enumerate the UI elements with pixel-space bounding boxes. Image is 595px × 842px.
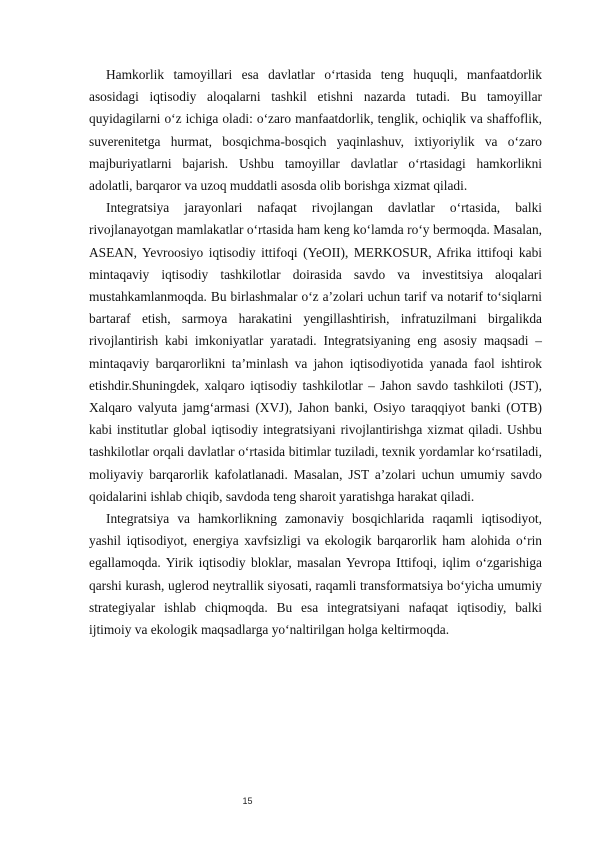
page-number-footer [0,796,595,806]
paragraph-modern-stages: Integratsiya va hamkorlikning zamonaviy bosqichlarida raqamli iqtisodiyot, yashil iqtisodiyot, energiya xavfsizligi va ekologik barqarorlik ham alohida o‘rin egallamoqda. Yirik iqtisodiy bloklar, masalan Yevropa Ittifoqi, iqlim o‘zgarishiga qarshi kurash, uglerod neytrallik siyosati, raqamli transformatsiya bo‘yicha umumiy strategiyalar ishlab chiqmoqda. Bu esa integratsiyani nafaqat iqtisodiy, balki ijtimoiy va ekologik maqsadlarga yo‘naltirilgan holga keltirmoqda. [89,511,542,638]
paragraph-integration-processes: Integratsiya jarayonlari nafaqat rivojlangan davlatlar o‘rtasida, balki rivojlanayotgan mamlakatlar o‘rtasida ham keng ko‘lamda ro‘y bermoqda. Masalan, ASEAN, Yevroosiyo iqtisodiy ittifoqi (YeOII), MERKOSUR, Afrika ittifoqi kabi mintaqaviy iqtisodiy tashkilotlar doirasida savdo va investitsiya aloqalari mustahkamlanmoqda. Bu birlashmalar o‘z a’zolari uchun tarif va notarif to‘siqlarni bartaraf etish, sarmoya harakatini yengillashtirish, infratuzilmani birgalikda rivojlantirish kabi imkoniyatlar yaratadi. Integratsiyaning eng asosiy maqsadi – mintaqaviy barqarorlikni ta’minlash va jahon iqtisodiyotida yanada faol ishtirok etishdir.Shuningdek, xalqaro iqtisodiy tashkilotlar – Jahon savdo tashkiloti (JST), Xalqaro valyuta jamg‘armasi (XVJ), Jahon banki, Osiyo taraqqiyot banki (OTB) kabi institutlar global iqtisodiy integratsiyani rivojlantirishga xizmat qiladi. Ushbu tashkilotlar orqali davlatlar o‘rtasida bitimlar tuziladi, texnik yordamlar ko‘rsatiladi, moliyaviy barqarorlik kafolatlanadi. Masalan, JST a’zolari uchun umumiy savdo qoidalarini ishlab chiqib, savdoda teng sharoit yaratishga harakat qiladi. [89,200,542,504]
page-number: 15 [242,796,253,806]
paragraph-cooperation-principles: Hamkorlik tamoyillari esa davlatlar o‘rtasida teng huquqli, manfaatdorlik asosidagi iqtisodiy aloqalarni tashkil etishni nazarda tutadi. Bu tamoyillar quyidagilarni o‘z ichiga oladi: o‘zaro manfaatdorlik, tenglik, ochiqlik va shaffoflik, suverenitetga hurmat, bosqichma-bosqich yaqinlashuv, ixtiyoriylik va o‘zaro majburiyatlarni bajarish. Ushbu tamoyillar davlatlar o‘rtasidagi hamkorlikni adolatli, barqaror va uzoq muddatli asosda olib borishga xizmat qiladi. [89,67,542,194]
body-text [89,64,542,641]
